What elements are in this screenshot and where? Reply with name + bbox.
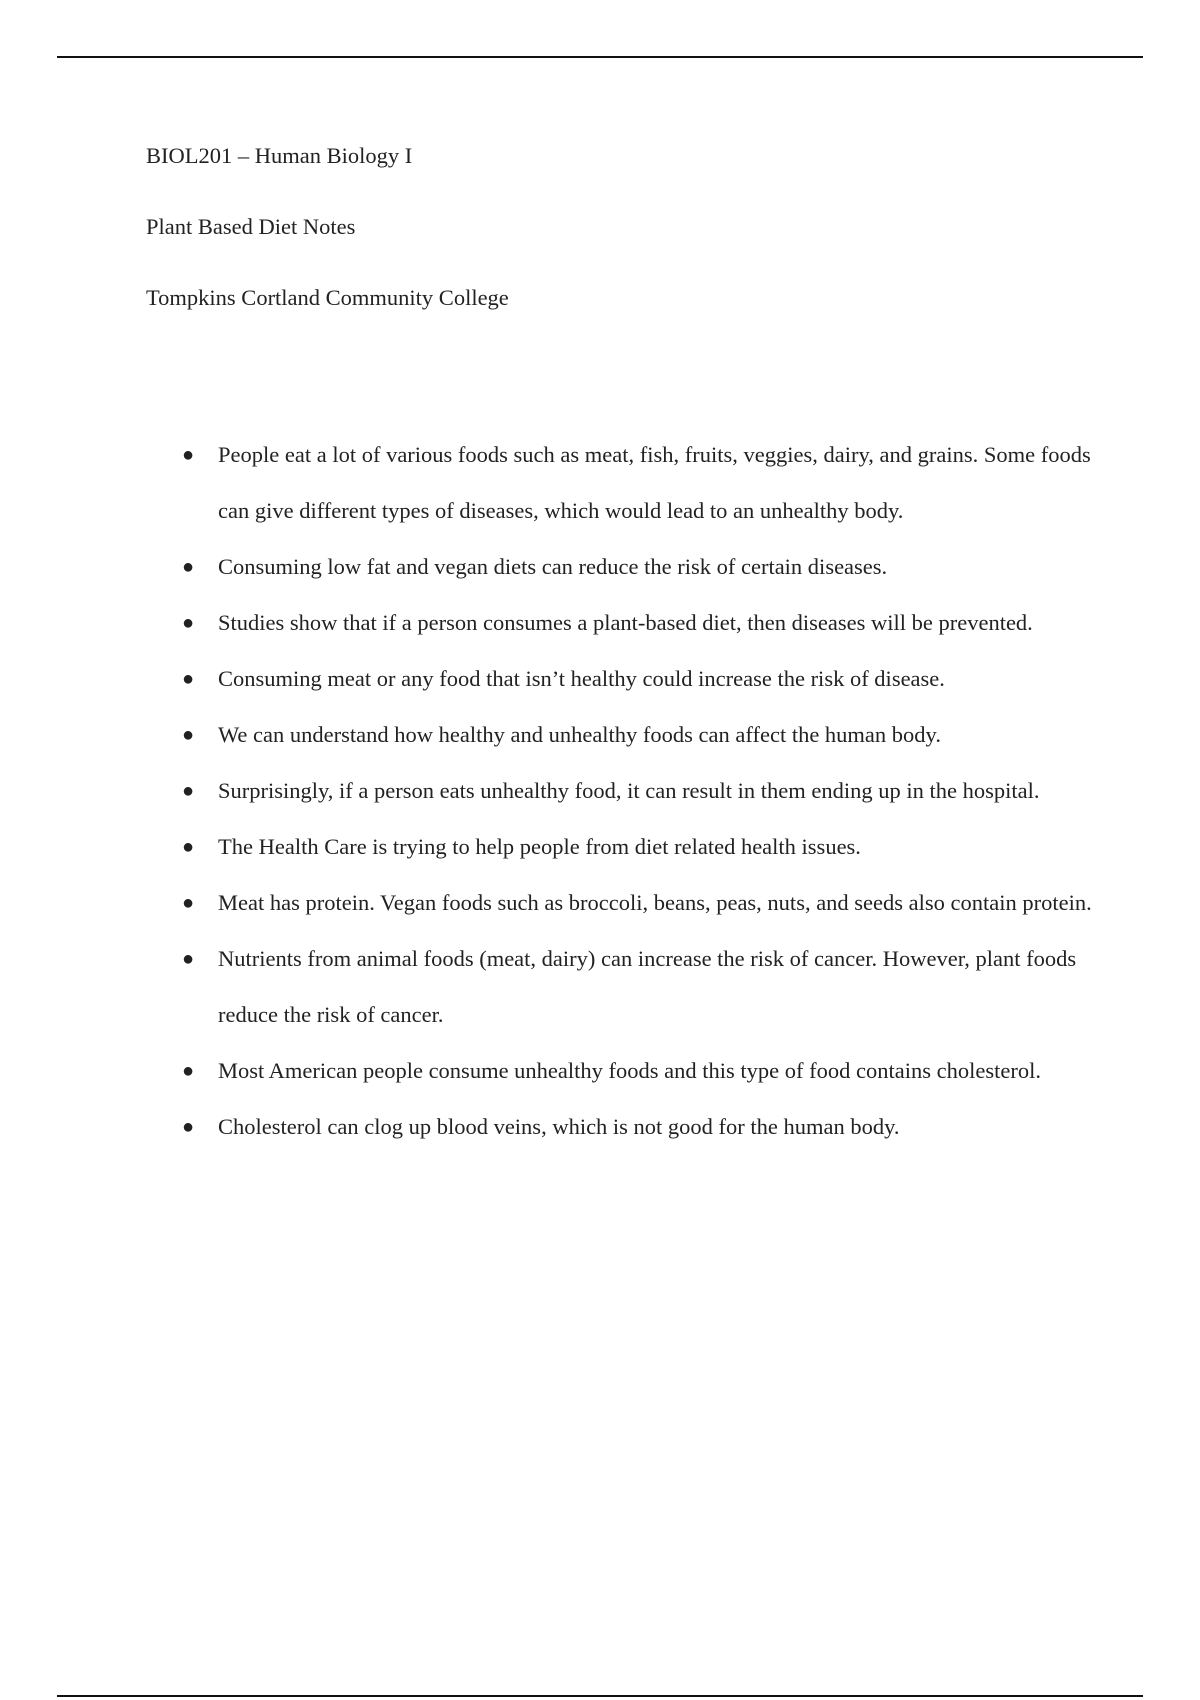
bullet-icon: ● — [182, 556, 195, 578]
bullet-icon: ● — [182, 948, 195, 970]
notes-list — [0, 427, 1200, 1155]
list-item — [0, 595, 1098, 651]
note-text: Studies show that if a person consumes a plant-based diet, then diseases will be prevented. — [218, 610, 1033, 635]
list-item — [0, 651, 1098, 707]
list-item — [0, 539, 1098, 595]
bullet-icon: ● — [182, 444, 195, 466]
list-item — [0, 875, 1098, 931]
bullet-icon: ● — [182, 836, 195, 858]
note-text: Meat has protein. Vegan foods such as broccoli, beans, peas, nuts, and seeds also contain protein. — [218, 890, 1092, 915]
course-title: BIOL201 – Human Biology I — [146, 143, 413, 168]
note-text: We can understand how healthy and unhealthy foods can affect the human body. — [218, 722, 941, 747]
document-title: Plant Based Diet Notes — [146, 214, 356, 239]
bullet-icon: ● — [182, 612, 195, 634]
bullet-icon: ● — [182, 668, 195, 690]
bullet-icon: ● — [182, 780, 195, 802]
list-item — [0, 763, 1098, 819]
bottom-divider — [57, 1695, 1143, 1697]
list-item — [0, 707, 1098, 763]
note-text: Nutrients from animal foods (meat, dairy) can increase the risk of cancer. However, plant foods reduce the risk of cancer. — [218, 946, 1077, 1027]
bullet-icon: ● — [182, 724, 195, 746]
note-text: Cholesterol can clog up blood veins, which is not good for the human body. — [218, 1114, 900, 1139]
list-item — [0, 819, 1098, 875]
institution-name: Tompkins Cortland Community College — [146, 285, 509, 310]
list-item — [0, 931, 1098, 1043]
list-item — [0, 1043, 1098, 1099]
top-divider — [57, 56, 1143, 58]
note-text: Consuming low fat and vegan diets can reduce the risk of certain diseases. — [218, 554, 888, 579]
list-item — [0, 1099, 1098, 1155]
list-item — [0, 427, 1098, 539]
note-text: Surprisingly, if a person eats unhealthy food, it can result in them ending up in the hospital. — [218, 778, 1040, 803]
note-text: Consuming meat or any food that isn’t healthy could increase the risk of disease. — [218, 666, 945, 691]
note-text: The Health Care is trying to help people from diet related health issues. — [218, 834, 861, 859]
bullet-icon: ● — [182, 1116, 195, 1138]
note-text: People eat a lot of various foods such as meat, fish, fruits, veggies, dairy, and grains. Some foods can give different types of diseases, which would lead to an unhealthy body. — [218, 442, 1091, 523]
bullet-icon: ● — [182, 892, 195, 914]
bullet-icon: ● — [182, 1060, 195, 1082]
note-text: Most American people consume unhealthy foods and this type of food contains cholesterol. — [218, 1058, 1041, 1083]
document-header — [146, 140, 1046, 353]
